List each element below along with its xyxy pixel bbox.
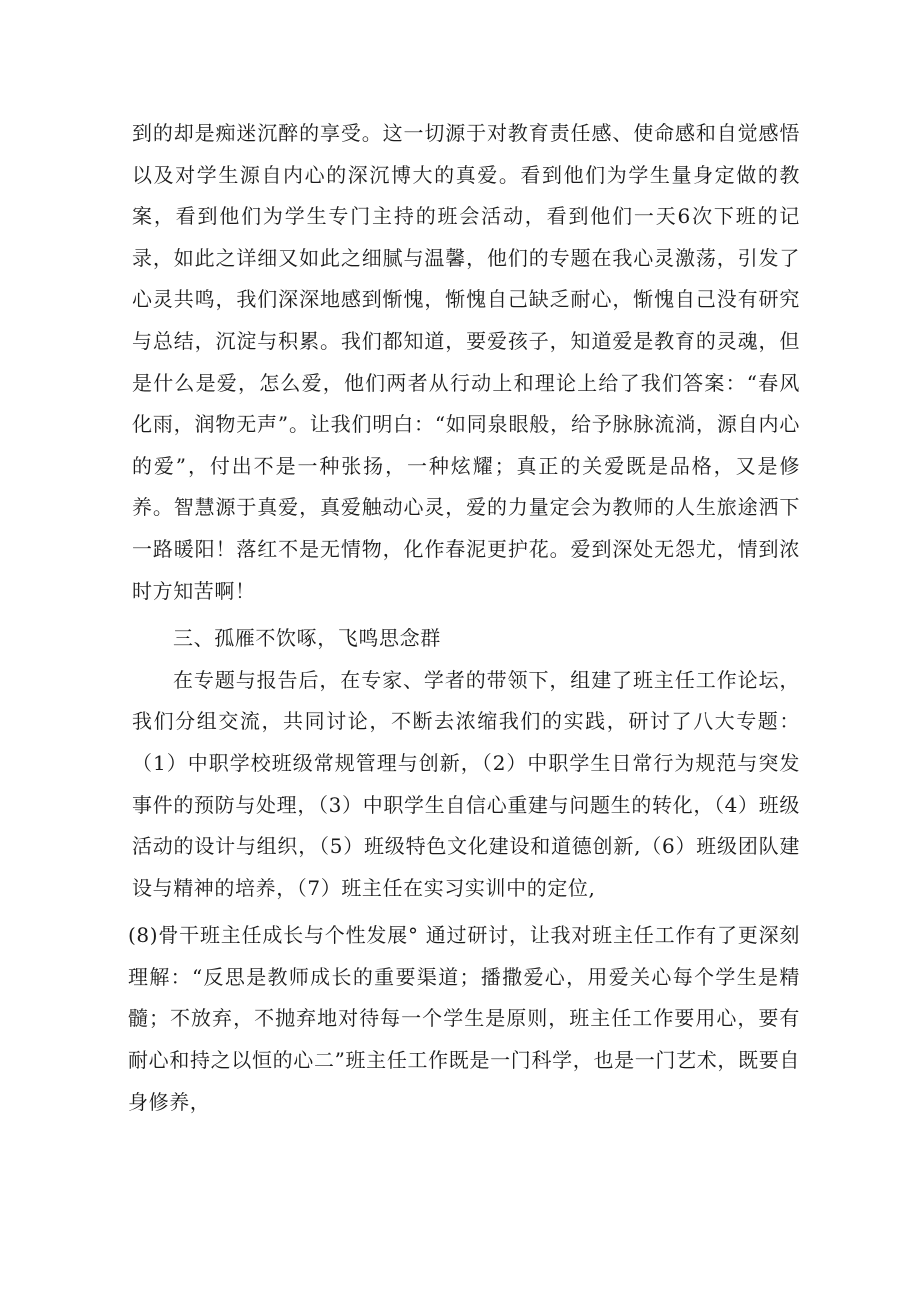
section-heading: 三、孤雁不饮啄，飞鸣思念群 [173, 626, 441, 651]
document-body [128, 113, 800, 1123]
paragraph-reflection: (8)骨干班主任成长与个性发展° 通过研讨，让我对班主任工作有了更深刻理解：“反思是教师成长的重要渠道；播撒爱心，用爱关心每个学生是精髓；不放弃，不抛弃地对待每一个学生是原则，班主任工作要用心，要有耐心和持之以恒的心二”班主任工作既是一门科学，也是一门艺术，既要自身修养， [128, 923, 800, 1114]
paragraph-forum-topics: 在专题与报告后，在专家、学者的带领下，组建了班主任工作论坛，我们分组交流，共同讨论，不断去浓缩我们的实践，研讨了八大专题：（1）中职学校班级常规管理与创新，（2）中职学生日常行为规范与突发事件的预防与处理，（3）中职学生自信心重建与问题生的转化，（4）班级活动的设计与组织，（5）班级特色文化建设和道德创新,（6）班级团队建设与精神的培养，（7）班主任在实习实训中的定位, [132, 667, 800, 900]
paragraph-love-education: 到的却是痴迷沉醉的享受。这一切源于对教育责任感、使命感和自觉感悟以及对学生源自内心的深沉博大的真爱。看到他们为学生量身定做的教案，看到他们为学生专门主持的班会活动，看到他们一天6次下班的记录，如此之详细又如此之细腻与温馨，他们的专题在我心灵激荡，引发了心灵共鸣，我们深深地感到惭愧，惭愧自己缺乏耐心，惭愧自己没有研究与总结，沉淀与积累。我们都知道，要爱孩子，知道爱是教育的灵魂，但是什么是爱，怎么爱，他们两者从行动上和理论上给了我们答案：“春风化雨，润物无声”。让我们明白：“如同泉眼般，给予脉脉流淌，源自内心的爱”，付出不是一种张扬，一种炫耀；真正的关爱既是品格，又是修养。智慧源于真爱，真爱触动心灵，爱的力量定会为教师的人生旅途洒下一路暖阳！落红不是无情物，化作春泥更护花。爱到深处无怨尤，情到浓时方知苦啊！ [132, 121, 800, 603]
